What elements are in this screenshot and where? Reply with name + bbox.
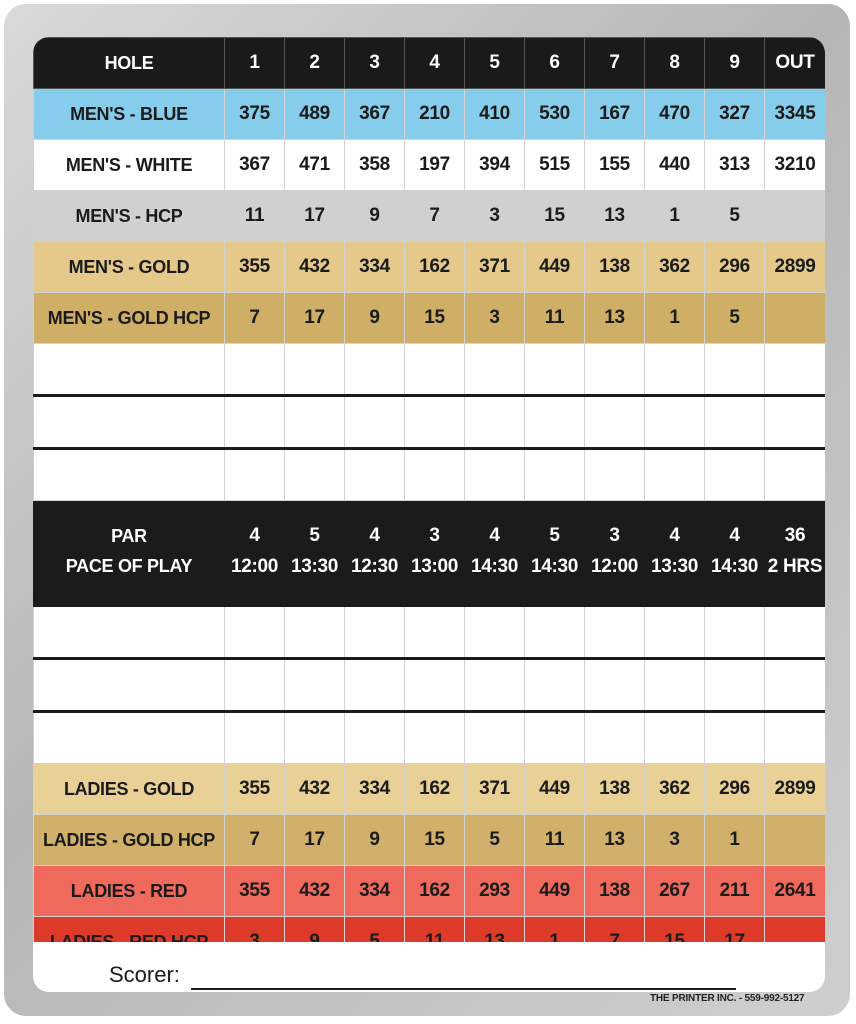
score-cell[interactable] xyxy=(405,712,465,764)
row-label: PACE OF PLAY xyxy=(34,552,225,607)
cell-out: 36 xyxy=(765,501,826,552)
score-cell[interactable] xyxy=(585,344,645,396)
cell-value: 167 xyxy=(585,89,645,140)
score-cell-out[interactable] xyxy=(765,607,826,659)
score-cell[interactable] xyxy=(285,607,345,659)
cell-value: 138 xyxy=(585,764,645,815)
score-cell-out[interactable] xyxy=(765,344,826,396)
cell-value: 138 xyxy=(585,242,645,293)
row-label: LADIES - GOLD HCP xyxy=(34,815,225,866)
score-row[interactable] xyxy=(34,396,826,449)
hole-number: 9 xyxy=(705,38,765,89)
cell-value: 358 xyxy=(345,140,405,191)
cell-value: 296 xyxy=(705,764,765,815)
score-cell[interactable] xyxy=(465,396,525,449)
cell-value: 5 xyxy=(285,501,345,552)
score-cell-name[interactable] xyxy=(34,396,225,449)
score-cell[interactable] xyxy=(225,607,285,659)
score-cell[interactable] xyxy=(225,344,285,396)
score-cell-name[interactable] xyxy=(34,607,225,659)
cell-value: 11 xyxy=(225,191,285,242)
row-label: PAR xyxy=(34,501,225,552)
row-par xyxy=(34,501,826,552)
score-cell-name[interactable] xyxy=(34,659,225,712)
score-cell[interactable] xyxy=(645,712,705,764)
row-label: LADIES - RED xyxy=(34,866,225,917)
cell-value: 530 xyxy=(525,89,585,140)
cell-value: 13 xyxy=(585,293,645,344)
cell-value: 5 xyxy=(525,501,585,552)
cell-value: 4 xyxy=(645,501,705,552)
row-label: MEN'S - GOLD xyxy=(34,242,225,293)
cell-value: 449 xyxy=(525,764,585,815)
score-cell[interactable] xyxy=(285,712,345,764)
cell-value: 12:30 xyxy=(345,552,405,607)
cell-value: 489 xyxy=(285,89,345,140)
score-cell[interactable] xyxy=(345,396,405,449)
score-row[interactable] xyxy=(34,607,826,659)
cell-value: 293 xyxy=(465,866,525,917)
score-cell[interactable] xyxy=(285,344,345,396)
score-cell[interactable] xyxy=(285,659,345,712)
cell-value: 367 xyxy=(345,89,405,140)
row-mens-blue xyxy=(34,89,826,140)
score-cell[interactable] xyxy=(525,396,585,449)
cell-value: 13:30 xyxy=(285,552,345,607)
cell-value: 449 xyxy=(525,866,585,917)
row-mens-gold xyxy=(34,242,826,293)
out-label: OUT xyxy=(765,38,826,89)
cell-value: 5 xyxy=(705,293,765,344)
score-cell-out[interactable] xyxy=(765,712,826,764)
cell-value: 375 xyxy=(225,89,285,140)
row-hole xyxy=(34,38,826,89)
score-cell[interactable] xyxy=(285,396,345,449)
cell-value: 15 xyxy=(405,293,465,344)
cell-value: 355 xyxy=(225,242,285,293)
cell-value: 327 xyxy=(705,89,765,140)
cell-value: 4 xyxy=(465,501,525,552)
score-cell[interactable] xyxy=(345,712,405,764)
cell-value: 11 xyxy=(525,815,585,866)
score-cell[interactable] xyxy=(405,344,465,396)
cell-out xyxy=(765,815,826,866)
cell-value: 14:30 xyxy=(525,552,585,607)
row-ladies-red xyxy=(34,866,826,917)
cell-value: 9 xyxy=(345,191,405,242)
cell-value: 211 xyxy=(705,866,765,917)
hole-number: 8 xyxy=(645,38,705,89)
score-cell[interactable] xyxy=(285,449,345,501)
score-cell[interactable] xyxy=(465,344,525,396)
cell-out: 3210 xyxy=(765,140,826,191)
score-cell[interactable] xyxy=(585,396,645,449)
hole-label: HOLE xyxy=(34,38,225,89)
score-cell[interactable] xyxy=(585,607,645,659)
score-row[interactable] xyxy=(34,449,826,501)
cell-value: 12:00 xyxy=(585,552,645,607)
scorecard-sheet xyxy=(33,37,825,992)
row-mens-hcp xyxy=(34,191,826,242)
cell-value: 440 xyxy=(645,140,705,191)
cell-value: 17 xyxy=(285,293,345,344)
cell-value: 471 xyxy=(285,140,345,191)
cell-value: 9 xyxy=(345,293,405,344)
score-row[interactable] xyxy=(34,712,826,764)
cell-value: 7 xyxy=(225,815,285,866)
cell-value: 5 xyxy=(705,191,765,242)
scorer-signature-line[interactable] xyxy=(191,988,736,990)
hole-number: 1 xyxy=(225,38,285,89)
scorer-label: Scorer: xyxy=(109,962,180,987)
score-cell[interactable] xyxy=(705,607,765,659)
row-label: MEN'S - WHITE xyxy=(34,140,225,191)
cell-value: 11 xyxy=(525,293,585,344)
cell-value: 371 xyxy=(465,242,525,293)
score-cell[interactable] xyxy=(345,449,405,501)
score-cell[interactable] xyxy=(585,659,645,712)
cell-value: 432 xyxy=(285,764,345,815)
row-ladies-gold xyxy=(34,764,826,815)
score-cell-name[interactable] xyxy=(34,449,225,501)
cell-value: 334 xyxy=(345,866,405,917)
cell-value: 162 xyxy=(405,866,465,917)
cell-value: 362 xyxy=(645,764,705,815)
scorecard xyxy=(4,4,850,1016)
cell-value: 162 xyxy=(405,764,465,815)
score-cell[interactable] xyxy=(645,396,705,449)
score-cell[interactable] xyxy=(645,607,705,659)
score-cell[interactable] xyxy=(465,712,525,764)
row-mens-gold-hcp xyxy=(34,293,826,344)
cell-value: 9 xyxy=(345,815,405,866)
score-cell[interactable] xyxy=(705,659,765,712)
cell-value: 3 xyxy=(465,293,525,344)
cell-value: 355 xyxy=(225,764,285,815)
score-cell[interactable] xyxy=(525,449,585,501)
cell-value: 3 xyxy=(645,815,705,866)
row-mens-white xyxy=(34,140,826,191)
score-cell[interactable] xyxy=(345,607,405,659)
score-cell[interactable] xyxy=(645,344,705,396)
cell-value: 13:30 xyxy=(645,552,705,607)
cell-value: 3 xyxy=(585,501,645,552)
cell-value: 1 xyxy=(705,815,765,866)
score-cell[interactable] xyxy=(525,344,585,396)
cell-value: 362 xyxy=(645,242,705,293)
cell-value: 334 xyxy=(345,242,405,293)
score-cell-name[interactable] xyxy=(34,344,225,396)
cell-value: 4 xyxy=(345,501,405,552)
score-cell[interactable] xyxy=(465,607,525,659)
cell-value: 367 xyxy=(225,140,285,191)
hole-number: 6 xyxy=(525,38,585,89)
score-cell[interactable] xyxy=(585,449,645,501)
cell-out: 3345 xyxy=(765,89,826,140)
cell-value: 394 xyxy=(465,140,525,191)
score-cell[interactable] xyxy=(645,449,705,501)
cell-value: 267 xyxy=(645,866,705,917)
row-pace-of-play xyxy=(34,552,826,607)
cell-value: 17 xyxy=(285,191,345,242)
cell-value: 449 xyxy=(525,242,585,293)
cell-out: 2 HRS xyxy=(765,552,826,607)
score-cell[interactable] xyxy=(405,449,465,501)
cell-value: 14:30 xyxy=(705,552,765,607)
cell-value: 162 xyxy=(405,242,465,293)
cell-out xyxy=(765,293,826,344)
score-cell-out[interactable] xyxy=(765,659,826,712)
score-cell[interactable] xyxy=(705,449,765,501)
row-label: MEN'S - HCP xyxy=(34,191,225,242)
score-cell[interactable] xyxy=(705,712,765,764)
cell-value: 432 xyxy=(285,866,345,917)
score-cell[interactable] xyxy=(345,659,405,712)
hole-number: 7 xyxy=(585,38,645,89)
cell-value: 410 xyxy=(465,89,525,140)
hole-number: 4 xyxy=(405,38,465,89)
score-cell[interactable] xyxy=(225,449,285,501)
score-cell[interactable] xyxy=(645,659,705,712)
score-cell[interactable] xyxy=(525,607,585,659)
row-label: MEN'S - BLUE xyxy=(34,89,225,140)
cell-value: 13:00 xyxy=(405,552,465,607)
cell-out: 2899 xyxy=(765,242,826,293)
cell-value: 12:00 xyxy=(225,552,285,607)
cell-value: 334 xyxy=(345,764,405,815)
cell-value: 138 xyxy=(585,866,645,917)
scorer-area xyxy=(33,942,825,992)
cell-value: 4 xyxy=(705,501,765,552)
cell-value: 470 xyxy=(645,89,705,140)
score-cell[interactable] xyxy=(225,659,285,712)
cell-value: 4 xyxy=(225,501,285,552)
cell-value: 432 xyxy=(285,242,345,293)
score-cell[interactable] xyxy=(705,396,765,449)
score-cell-name[interactable] xyxy=(34,712,225,764)
cell-value: 15 xyxy=(405,815,465,866)
cell-value: 1 xyxy=(645,191,705,242)
cell-value: 5 xyxy=(465,815,525,866)
cell-value: 313 xyxy=(705,140,765,191)
cell-value: 296 xyxy=(705,242,765,293)
row-label: MEN'S - GOLD HCP xyxy=(34,293,225,344)
hole-number: 3 xyxy=(345,38,405,89)
cell-out: 2899 xyxy=(765,764,826,815)
score-row[interactable] xyxy=(34,659,826,712)
cell-value: 3 xyxy=(465,191,525,242)
cell-value: 371 xyxy=(465,764,525,815)
score-cell[interactable] xyxy=(405,659,465,712)
score-cell-out[interactable] xyxy=(765,396,826,449)
cell-value: 7 xyxy=(225,293,285,344)
row-ladies-gold-hcp xyxy=(34,815,826,866)
cell-value: 7 xyxy=(405,191,465,242)
score-row[interactable] xyxy=(34,344,826,396)
score-cell[interactable] xyxy=(225,396,285,449)
score-cell[interactable] xyxy=(705,344,765,396)
score-cell[interactable] xyxy=(525,712,585,764)
score-cell-out[interactable] xyxy=(765,449,826,501)
cell-value: 14:30 xyxy=(465,552,525,607)
score-cell[interactable] xyxy=(345,344,405,396)
cell-out: 2641 xyxy=(765,866,826,917)
score-cell[interactable] xyxy=(465,449,525,501)
cell-value: 515 xyxy=(525,140,585,191)
scorecard-table xyxy=(33,37,825,968)
cell-out xyxy=(765,191,826,242)
cell-value: 3 xyxy=(405,501,465,552)
cell-value: 355 xyxy=(225,866,285,917)
cell-value: 197 xyxy=(405,140,465,191)
cell-value: 1 xyxy=(645,293,705,344)
cell-value: 13 xyxy=(585,191,645,242)
score-cell[interactable] xyxy=(225,712,285,764)
score-cell[interactable] xyxy=(465,659,525,712)
hole-number: 5 xyxy=(465,38,525,89)
cell-value: 155 xyxy=(585,140,645,191)
row-label: LADIES - GOLD xyxy=(34,764,225,815)
cell-value: 13 xyxy=(585,815,645,866)
score-cell[interactable] xyxy=(405,607,465,659)
cell-value: 15 xyxy=(525,191,585,242)
score-cell[interactable] xyxy=(525,659,585,712)
hole-number: 2 xyxy=(285,38,345,89)
score-cell[interactable] xyxy=(585,712,645,764)
printer-credit: THE PRINTER INC. - 559-992-5127 xyxy=(650,993,805,1004)
cell-value: 210 xyxy=(405,89,465,140)
cell-value: 17 xyxy=(285,815,345,866)
score-cell[interactable] xyxy=(405,396,465,449)
